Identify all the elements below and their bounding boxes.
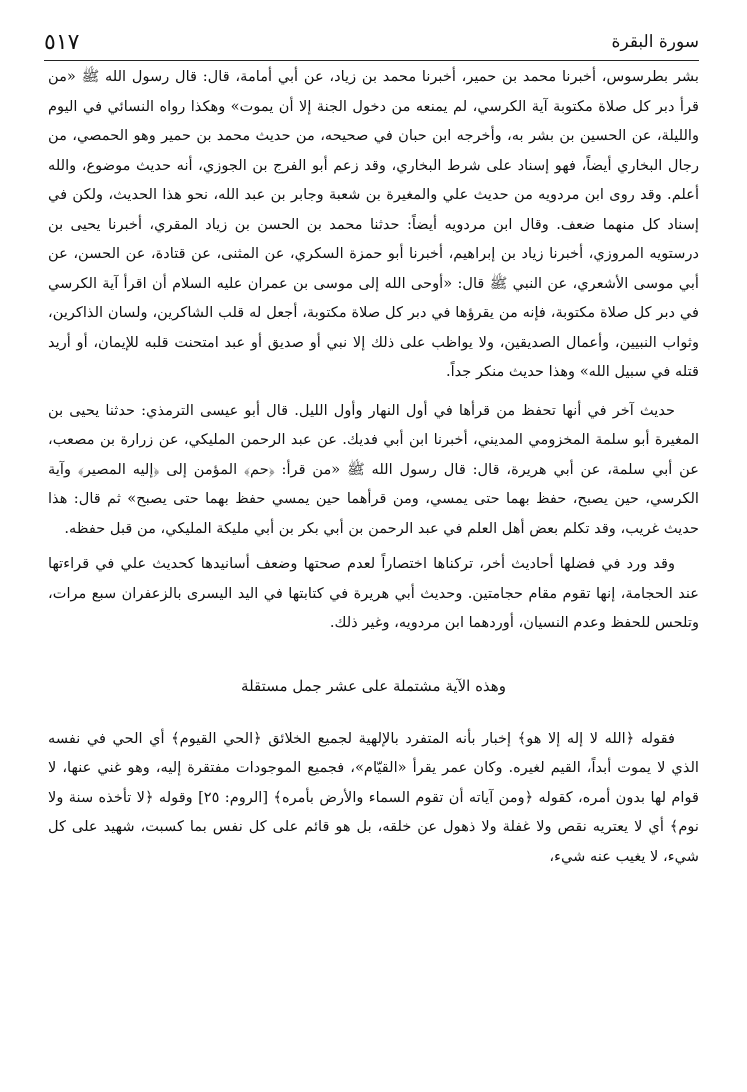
page-header [44,30,699,61]
surah-title: سورة البقرة [611,32,699,52]
section-heading: وهذه الآية مشتملة على عشر جمل مستقلة [241,676,506,695]
page-number: ٥١٧ [44,30,80,55]
paragraph-tafsir: فقوله ﴿الله لا إله إلا هو﴾ إخبار بأنه المتفرد بالإلهية لجميع الخلائق ﴿الحي القيوم﴾ أي الحي في نفسه الذي لا يموت أبداً، القيم لغيره. وكان عمر يقرأ «القيّام»، فجميع الموجودات مفتقرة إليه، وهو غني عنها، لا قوام لها بدون أمره، كقوله ﴿ومن آياته أن تقوم السماء والأرض بأمره﴾ [الروم: ٢٥] وقوله ﴿لا تأخذه سنة ولا نوم﴾ أي لا يعتريه نقص ولا غفلة ولا ذهول عن خلقه، بل هو قائم على كل نفس بما كسبت، شهيد على كل شيء، لا يغيب عنه شيء، [48,729,700,865]
page-body [48,62,699,871]
paragraph-other-hadiths: وقد ورد في فضلها أحاديث أخر، تركناها اختصاراً لعدم صحتها وضعف أسانيدها كحديث علي في قراءتها عند الحجامة، إنها تقوم مقام حجامتين. وحديث أبي هريرة في كتابتها في اليد اليسرى بالزعفران سبع مرات، وتلحس للحفظ وعدم النسيان، أوردهما ابن مردويه، وغير ذلك. [48,555,699,631]
paragraph-morning-evening-hadith: حديث آخر في أنها تحفظ من قرأها في أول النهار وأول الليل. قال أبو عيسى الترمذي: حدثنا يحيى بن المغيرة أبو سلمة المخزومي المديني، أخبرنا ابن أبي فديك. عن عبد الرحمن المليكي، عن زرارة بن مصعب، عن أبي سلمة، عن أبي هريرة، قال: قال رسول الله ﷺ «من قرأ: ﴿حم﴾ المؤمن إلى ﴿إليه المصير﴾ وآية الكرسي، حين يصبح، حفظ بهما حتى يمسي، ومن قرأهما حين يمسي حفظ بهما حتى يصبح» ثم قال: هذا حديث غريب، وقد تكلم بعض أهل العلم في عبد الرحمن بن أبي بكر بن أبي مليكة المليكي، من قبل حفظه. [48,401,699,537]
paragraph-ayat-kursi-hadith: بشر بطرسوس، أخبرنا محمد بن حمير، أخبرنا محمد بن زياد، عن أبي أمامة، قال: قال رسول الله ﷺ «من قرأ دبر كل صلاة مكتوبة آية الكرسي، لم يمنعه من دخول الجنة إلا أن يموت» وهكذا رواه النسائي في اليوم والليلة، عن الحسين بن بشر به، وأخرجه ابن حبان في صحيحه، من حديث محمد بن حمير وهو الحمصي، من رجال البخاري أيضاً، فهو إسناد على شرط البخاري، وقد زعم أبو الفرج بن الجوزي، أنه حديث موضوع، والله أعلم. وقد روى ابن مردويه من حديث علي والمغيرة بن شعبة وجابر بن عبد الله، نحو هذا الحديث، ولكن في إسناد كل منهما ضعف. وقال ابن مردويه أيضاً: حدثنا محمد بن الحسن بن زياد المقري، أخبرنا يحيى بن درستويه المروزي، أخبرنا زياد بن إبراهيم، أخبرنا أبو حمزة السكري، عن المثنى، عن قتادة، عن الحسن، عن أبي موسى الأشعري، عن النبي ﷺ قال: «أوحى الله إلى موسى بن عمران عليه السلام أن اقرأ آية الكرسي في دبر كل صلاة مكتوبة، فإنه من يقرؤها في دبر كل صلاة مكتوبة، أجعل له قلب الشاكرين، ولسان الذاكرين، وثواب النبيين، وأعمال الصديقين، ولا يواظب على ذلك إلا نبي أو صديق أو عبد امتحنت قلبه للإيمان، أو أريد قتله في سبيل الله» وهذا حديث منكر جداً. [48,68,699,380]
